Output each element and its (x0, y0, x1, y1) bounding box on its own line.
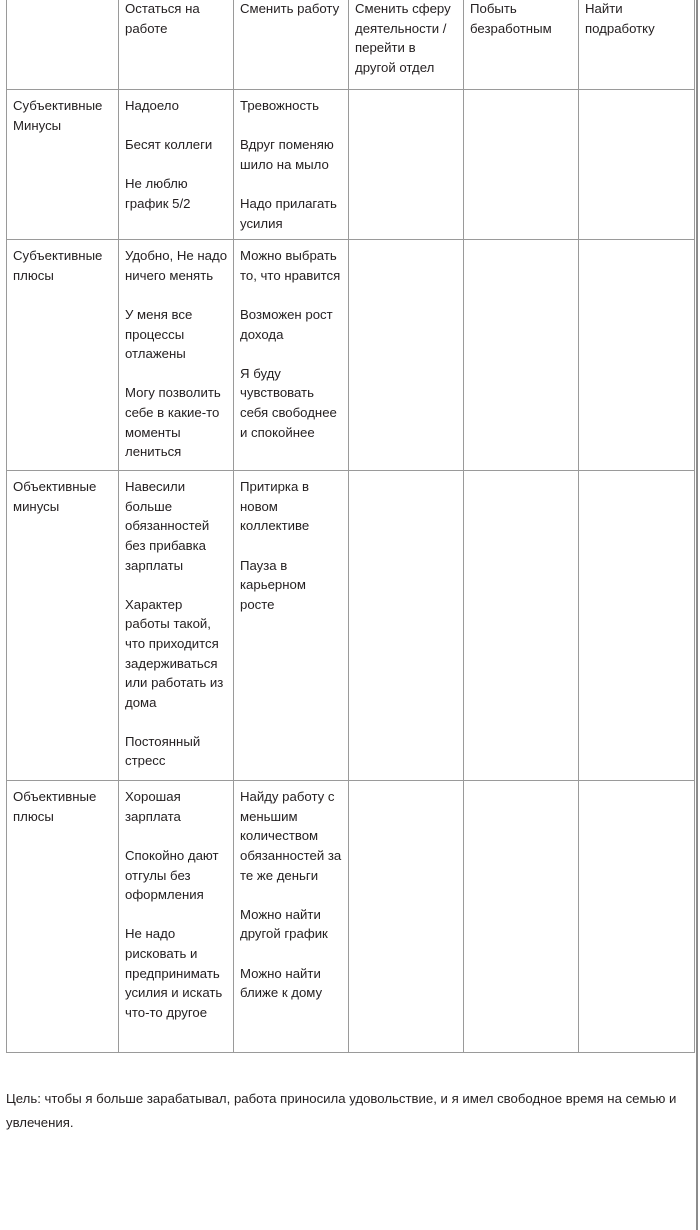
cell-item: Можно найти ближе к дому (240, 965, 323, 1001)
page-edge-rule (696, 0, 698, 1230)
cell-subjective-pluses-change-job (234, 240, 349, 471)
table-header-row (7, 0, 695, 90)
cell-item: Удобно, Не надо ничего менять (125, 248, 228, 283)
cell-item: Можно выбрать то, что нравится (240, 248, 341, 283)
table-row (7, 471, 695, 781)
cell-item: Притирка в новом коллективе (240, 479, 310, 534)
cell-item: Хорошая зарплата (125, 789, 181, 824)
cell-objective-minuses-change-field (349, 471, 464, 781)
column-header-change-job-label: Сменить работу (240, 1, 340, 16)
cell-subjective-minuses-change-field (349, 90, 464, 240)
cell-item: Могу позволить себе в какие-то моменты лениться (125, 385, 221, 460)
column-header-unemployed-label: Побыть безработным (470, 1, 552, 36)
cell-item: Я буду чувствовать себя свободнее и спокойнее (240, 365, 337, 440)
cell-objective-minuses-change-job (234, 471, 349, 781)
row-header-subjective-minuses: Субъективные Минусы (7, 90, 119, 240)
column-header-change-field-label: Сменить сферу деятельности / перейти в другой отдел (355, 1, 451, 75)
table-header (7, 0, 695, 90)
cell-subjective-pluses-side-job (579, 240, 695, 471)
cell-objective-minuses-stay (119, 471, 234, 781)
cell-subjective-pluses-unemployed (464, 240, 579, 471)
cell-item: Навесили больше обязанностей без прибавка зарплаты (125, 479, 210, 573)
cell-objective-pluses-unemployed (464, 781, 579, 1053)
column-header-stay-label: Остаться на работе (125, 1, 200, 36)
cell-item: Можно найти другой график (240, 906, 328, 942)
cell-item: Надо прилагать усилия (240, 195, 337, 231)
cell-item: Пауза в карьерном росте (240, 557, 306, 612)
column-header-stay (119, 0, 234, 90)
cell-objective-pluses-change-field (349, 781, 464, 1053)
cell-subjective-minuses-unemployed (464, 90, 579, 240)
cell-item: Характер работы такой, что приходится задерживаться или работать из дома (125, 596, 224, 710)
cell-item: У меня все процессы отлажены (125, 306, 193, 362)
column-header-change-field (349, 0, 464, 90)
cell-item: Тревожность (240, 98, 319, 113)
cell-item: Не люблю график 5/2 (125, 176, 191, 211)
goal-statement: Цель: чтобы я больше зарабатывал, работа приносила удовольствие, и я имел свободное время на семью и увлечения. (6, 1091, 677, 1131)
column-header-unemployed (464, 0, 579, 90)
cell-subjective-minuses-stay (119, 90, 234, 240)
cell-objective-pluses-change-job (234, 781, 349, 1053)
cell-item: Не надо рисковать и предпринимать усилия и искать что-то другое (125, 926, 223, 1020)
row-header-objective-minuses: Объективные минусы (7, 471, 119, 781)
cell-subjective-pluses-stay (119, 240, 234, 471)
cell-item: Надоело (125, 98, 179, 113)
table-row (7, 90, 695, 240)
column-header-change-job (234, 0, 349, 90)
cell-objective-pluses-stay (119, 781, 234, 1053)
table-row (7, 781, 695, 1053)
column-header-side-job (579, 0, 695, 90)
cell-objective-pluses-side-job (579, 781, 695, 1053)
cell-subjective-minuses-side-job (579, 90, 695, 240)
cell-objective-minuses-unemployed (464, 471, 579, 781)
table-row (7, 240, 695, 471)
decision-matrix-table (6, 0, 695, 1053)
column-header-side-job-label: Найти подработку (585, 1, 655, 36)
cell-item: Вдруг поменяю шило на мыло (240, 137, 334, 172)
cell-item: Возможен рост дохода (240, 306, 333, 342)
column-header-criteria (7, 0, 119, 90)
cell-subjective-minuses-change-job (234, 90, 349, 240)
row-header-subjective-pluses: Субъективные плюсы (7, 240, 119, 471)
cell-item: Постоянный стресс (125, 733, 201, 769)
cell-objective-minuses-side-job (579, 471, 695, 781)
cell-subjective-pluses-change-field (349, 240, 464, 471)
cell-item: Спокойно дают отгулы без оформления (125, 847, 219, 903)
row-header-objective-pluses: Объективные плюсы (7, 781, 119, 1053)
table-body (7, 90, 695, 1053)
cell-item: Найду работу с меньшим количеством обязанностей за те же деньги (240, 789, 342, 883)
cell-item: Бесят коллеги (125, 137, 213, 153)
